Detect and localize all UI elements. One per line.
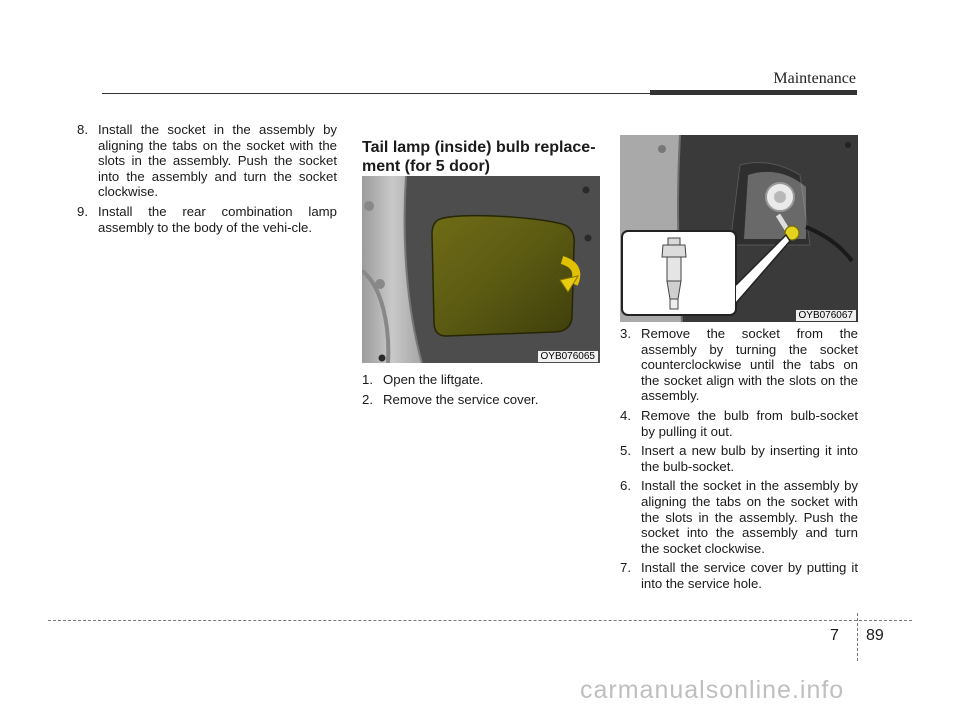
- step-number: 2.: [362, 391, 373, 407]
- step-text: Install the socket in the assembly by aligning the tabs on the socket with the slots in the assembly. Push the socket into the assembly and turn the socket clockwise.: [98, 122, 337, 200]
- watermark: carmanualsonline.info: [580, 676, 845, 704]
- step-text: Install the socket in the assembly by aligning the tabs on the socket with the slots in the assembly. Push the socket into the assembly and turn the socket clockwise.: [641, 478, 858, 556]
- step-3: [620, 326, 858, 404]
- step-9: [77, 204, 337, 235]
- header-rule: [102, 93, 658, 94]
- step-text: Remove the service cover.: [383, 391, 539, 407]
- page-header-title: Maintenance: [773, 70, 856, 87]
- step-number: 6.: [620, 478, 631, 494]
- step-2: [362, 392, 602, 408]
- figure-code-label: OYB076067: [796, 310, 857, 321]
- service-cover-illustration: [362, 176, 600, 363]
- step-number: 5.: [620, 443, 631, 459]
- step-7: [620, 560, 858, 591]
- figure-code-label: OYB076065: [538, 351, 599, 362]
- step-text: Remove the socket from the assembly by turning the socket counterclockwise until the tabs on the socket align with the slots on the assembly.: [641, 326, 858, 404]
- step-1: [362, 372, 602, 388]
- step-number: 9.: [77, 203, 88, 219]
- chapter-number: 7: [830, 627, 839, 644]
- step-6: [620, 478, 858, 556]
- figure-service-cover: [362, 176, 600, 363]
- step-number: 8.: [77, 122, 88, 137]
- steps-list: [77, 122, 337, 235]
- header-rule-accent: [650, 90, 857, 95]
- section-title: Tail lamp (inside) bulb replace-ment (for 5 door): [362, 139, 596, 175]
- step-8: [77, 122, 337, 200]
- step-number: 4.: [620, 407, 631, 423]
- footer-divider: [857, 613, 858, 661]
- step-text: Install the rear combination lamp assembly to the body of the vehi-cle.: [98, 203, 337, 235]
- socket-removal-illustration: [620, 135, 858, 322]
- step-number: 3.: [620, 326, 631, 341]
- figure-socket-removal: [620, 135, 858, 322]
- step-text: Remove the bulb from bulb-socket by pulling it out.: [641, 407, 858, 439]
- page-number: 89: [866, 627, 884, 644]
- step-5: [620, 443, 858, 474]
- step-text: Install the service cover by putting it into the service hole.: [641, 560, 858, 591]
- footer-rule: [48, 620, 912, 621]
- steps-list: [620, 326, 858, 596]
- step-text: Insert a new bulb by inserting it into the bulb-socket.: [641, 443, 858, 474]
- column-left: [77, 122, 337, 239]
- step-4: [620, 408, 858, 439]
- step-number: 7.: [620, 560, 631, 576]
- step-number: 1.: [362, 372, 373, 387]
- step-text: Open the liftgate.: [383, 372, 484, 387]
- steps-list: [362, 372, 602, 411]
